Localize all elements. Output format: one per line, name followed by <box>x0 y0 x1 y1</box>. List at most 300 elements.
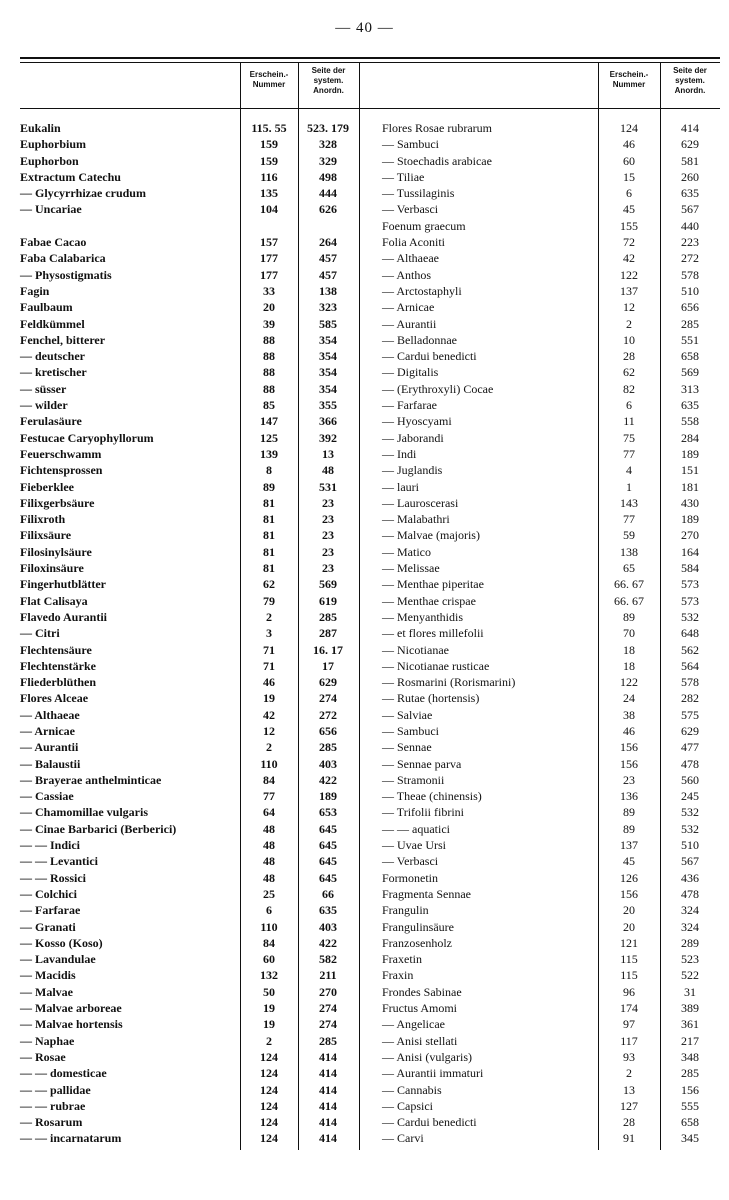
entry-number: 81 <box>263 528 275 543</box>
entry-number: 19 <box>263 1017 275 1032</box>
entry-name: Euphorbium <box>20 137 87 152</box>
entry-page: 366 <box>319 414 337 429</box>
entry-number: 50 <box>263 984 275 999</box>
entry-name: — Malvae (majoris) <box>382 528 480 543</box>
entry-number: 122 <box>620 675 638 690</box>
entry-page: 17 <box>322 658 334 673</box>
entry-page: 575 <box>681 707 699 722</box>
entry-number: 6 <box>266 903 272 918</box>
entry-name: — Althaeae <box>382 251 439 266</box>
entry-page: 260 <box>681 169 699 184</box>
entry-name: — Nicotianae <box>382 642 449 657</box>
entry-name: — Indi <box>382 446 417 461</box>
entry-number: 82 <box>623 381 635 396</box>
entry-page: 324 <box>681 919 699 934</box>
entry-page: 558 <box>681 414 699 429</box>
entry-name: Euphorbon <box>20 153 79 168</box>
entry-number: 117 <box>620 1033 638 1048</box>
entry-name: — Lauroscerasi <box>382 495 459 510</box>
entry-number: 124 <box>260 1082 278 1097</box>
entry-name: — Uvae Ursi <box>382 838 446 853</box>
entry-name: — Granati <box>20 919 76 934</box>
entry-number: 6 <box>626 398 632 413</box>
entry-name: — Rosarum <box>20 1115 83 1130</box>
entry-name: — (Erythroxyli) Cocae <box>382 381 494 396</box>
entry-name: — Cardui benedicti <box>382 1115 477 1130</box>
entry-number: 115 <box>620 952 638 967</box>
entry-page: 436 <box>681 870 699 885</box>
entry-page: 532 <box>681 609 699 624</box>
entry-page: 645 <box>319 870 337 885</box>
entry-page: 523. 179 <box>307 121 349 135</box>
entry-name: — Carvi <box>382 1131 424 1146</box>
entry-name: — Sennae parva <box>382 756 462 771</box>
entry-number: 46 <box>263 675 275 690</box>
entry-name: Filixsäure <box>20 528 72 543</box>
entry-number: 62 <box>623 365 635 380</box>
entry-page: 324 <box>681 903 699 918</box>
entry-name: Filoxinsäure <box>20 561 84 576</box>
entry-page: 414 <box>319 1115 337 1130</box>
entry-name: — Farfarae <box>20 903 81 918</box>
entry-number: 177 <box>260 251 278 266</box>
entry-name: — Rosmarini (Rorismarini) <box>382 675 516 690</box>
entry-number: 116 <box>260 169 278 184</box>
entry-number: 89 <box>623 609 635 624</box>
entry-name: Foenum graecum <box>382 218 466 233</box>
entry-page: 414 <box>319 1098 337 1113</box>
entry-page: 23 <box>322 512 334 527</box>
right-numbers-column <box>598 120 660 1147</box>
entry-page: 354 <box>319 349 337 364</box>
entry-number: 2 <box>266 740 272 755</box>
entry-number: 18 <box>623 642 635 657</box>
entry-number: 85 <box>263 398 275 413</box>
entry-page: 354 <box>319 381 337 396</box>
entry-name: — Aurantii <box>382 316 437 331</box>
entry-name: Franzosenholz <box>382 935 452 950</box>
entry-page: 573 <box>681 593 699 608</box>
entry-page: 522 <box>681 968 699 983</box>
entry-name: Eukalin <box>20 121 61 135</box>
entry-number: 143 <box>620 495 638 510</box>
entry-name: Fructus Amomi <box>382 1001 458 1016</box>
entry-name: Feldkümmel <box>20 316 85 331</box>
entry-name: — Digitalis <box>382 365 439 380</box>
entry-number: 28 <box>623 349 635 364</box>
entry-number: 84 <box>263 772 275 787</box>
entry-name: Fraxetin <box>382 952 422 967</box>
entry-number: 104 <box>260 202 278 217</box>
entry-number: 45 <box>623 854 635 869</box>
entry-page: 414 <box>319 1082 337 1097</box>
entry-page: 457 <box>319 267 337 282</box>
entry-name: — Sambuci <box>382 723 439 738</box>
entry-name: Fieberklee <box>20 479 74 494</box>
entry-number: 84 <box>263 935 275 950</box>
entry-name: — Anisi (vulgaris) <box>382 1049 472 1064</box>
entry-number: 81 <box>263 544 275 559</box>
right-pages-column <box>660 120 720 1147</box>
entry-page: 285 <box>319 1033 337 1048</box>
entry-page: 457 <box>319 251 337 266</box>
entry-page: 569 <box>681 365 699 380</box>
entry-name: — Rosae <box>20 1049 66 1064</box>
entry-number: 139 <box>260 446 278 461</box>
entry-number: 12 <box>263 723 275 738</box>
entry-name: — Rutae (hortensis) <box>382 691 480 706</box>
entry-name: Fraxin <box>382 968 414 983</box>
entry-name: — kretischer <box>20 365 87 380</box>
entry-page: 403 <box>319 919 337 934</box>
entry-name: Feuerschwamm <box>20 446 102 461</box>
entry-page: 645 <box>319 838 337 853</box>
entry-page: 656 <box>681 300 699 315</box>
entry-page: 348 <box>681 1049 699 1064</box>
entry-number: 136 <box>620 789 638 804</box>
header-rule <box>20 108 720 109</box>
entry-page: 584 <box>681 561 699 576</box>
column-divider <box>359 63 360 1150</box>
entry-number: 77 <box>623 512 635 527</box>
entry-name: Folia Aconiti <box>382 235 445 250</box>
entry-number: 23 <box>623 772 635 787</box>
entry-page: 323 <box>319 300 337 315</box>
entry-number: 42 <box>623 251 635 266</box>
entry-number: 159 <box>260 153 278 168</box>
entry-page: 138 <box>319 283 337 298</box>
entry-number: 88 <box>263 365 275 380</box>
entry-number: 137 <box>620 838 638 853</box>
entry-name: — Arctostaphyli <box>382 283 462 298</box>
left-names-column <box>20 120 240 1147</box>
entry-page: 31 <box>684 984 696 999</box>
entry-name: — Jaborandi <box>382 430 444 445</box>
entry-name: Fichtensprossen <box>20 463 103 478</box>
entry-name: — Naphae <box>20 1033 75 1048</box>
entry-name: — Anthos <box>382 267 432 282</box>
entry-name: — Menyanthidis <box>382 609 463 624</box>
entry-name: — Theae (chinensis) <box>382 789 482 804</box>
entry-number: 177 <box>260 267 278 282</box>
entry-name: — Juglandis <box>382 463 443 478</box>
entry-name: Fragmenta Sennae <box>382 886 471 901</box>
entry-number: 39 <box>263 316 275 331</box>
entry-page: 581 <box>681 153 699 168</box>
entry-name: Extractum Catechu <box>20 169 121 184</box>
entry-page: 270 <box>681 528 699 543</box>
entry-page: 478 <box>681 756 699 771</box>
entry-name: Faba Calabarica <box>20 251 106 266</box>
entry-page: 48 <box>322 463 334 478</box>
entry-number: 60 <box>623 153 635 168</box>
entry-page: 567 <box>681 202 699 217</box>
entry-name: Fabae Cacao <box>20 235 87 250</box>
entry-page: 629 <box>319 675 337 690</box>
entry-number: 38 <box>623 707 635 722</box>
entry-name: — — Indici <box>20 838 81 853</box>
entry-name: Ferulasäure <box>20 414 82 429</box>
entry-number: 124 <box>260 1098 278 1113</box>
entry-number: 62 <box>263 577 275 592</box>
entry-number: 132 <box>260 968 278 983</box>
entry-number: 46 <box>623 723 635 738</box>
entry-name: — — incarnatarum <box>20 1131 122 1146</box>
entry-name: Fenchel, bitterer <box>20 332 106 347</box>
entry-number: 46 <box>623 137 635 152</box>
entry-number: 6 <box>626 186 632 201</box>
entry-number: 124 <box>260 1049 278 1064</box>
entry-number: 156 <box>620 740 638 755</box>
entry-name: — Arnicae <box>20 723 75 738</box>
entry-number: 66. 67 <box>614 577 644 592</box>
entry-page: 223 <box>681 235 699 250</box>
entry-page: 578 <box>681 267 699 282</box>
page-number: — 40 — <box>335 20 394 36</box>
entry-page: 422 <box>319 772 337 787</box>
entry-name: — lauri <box>382 479 419 494</box>
entry-number: 88 <box>263 349 275 364</box>
entry-number: 115. 55 <box>251 121 287 135</box>
entry-name: Frangulin <box>382 903 429 918</box>
entry-page: 477 <box>681 740 699 755</box>
entry-number: 122 <box>620 267 638 282</box>
entry-number: 81 <box>263 512 275 527</box>
entry-name: — Brayerae anthelminticae <box>20 772 162 787</box>
entry-name: — Arnicae <box>382 300 435 315</box>
entry-number: 96 <box>623 984 635 999</box>
entry-name: Filixgerbsäure <box>20 495 95 510</box>
entry-name: Filosinylsäure <box>20 544 92 559</box>
entry-page <box>298 218 358 234</box>
entry-name: — Glycyrrhizae crudum <box>20 186 146 201</box>
entry-name: — Malvae <box>20 984 73 999</box>
entry-name: — Melissae <box>382 561 440 576</box>
top-rule-thin <box>20 62 720 63</box>
entry-number: 45 <box>623 202 635 217</box>
entry-number: 1 <box>626 479 632 494</box>
entry-number: 66. 67 <box>614 593 644 608</box>
entry-name: — — Levantici <box>20 854 98 869</box>
entry-name: Frangulinsäure <box>382 919 454 934</box>
entry-number: 89 <box>623 805 635 820</box>
entry-number: 75 <box>623 430 635 445</box>
left-numbers-column <box>240 120 298 1147</box>
entry-page: 569 <box>319 577 337 592</box>
entry-page: 635 <box>681 186 699 201</box>
entry-number: 110 <box>260 756 278 771</box>
entry-page: 414 <box>319 1049 337 1064</box>
entry-number: 155 <box>620 218 638 233</box>
entry-page: 274 <box>319 1001 337 1016</box>
entry-number: 48 <box>263 870 275 885</box>
entry-page: 656 <box>319 723 337 738</box>
entry-number: 2 <box>626 316 632 331</box>
entry-page: 567 <box>681 854 699 869</box>
entry-page: 270 <box>319 984 337 999</box>
entry-page: 264 <box>319 235 337 250</box>
entry-number: 72 <box>623 235 635 250</box>
entry-name: — — Rossici <box>20 870 86 885</box>
entry-name: — Belladonnae <box>382 332 457 347</box>
entry-page: 313 <box>681 381 699 396</box>
entry-page: 274 <box>319 691 337 706</box>
entry-name: — Sennae <box>382 740 432 755</box>
entry-number: 64 <box>263 805 275 820</box>
entry-number: 8 <box>266 463 272 478</box>
entry-number: 20 <box>623 903 635 918</box>
entry-number: 147 <box>260 414 278 429</box>
entry-name: Formonetin <box>382 870 438 885</box>
entry-name: Flechtensäure <box>20 642 92 657</box>
entry-page: 414 <box>319 1066 337 1081</box>
entry-name: — Farfarae <box>382 398 437 413</box>
entry-number: 4 <box>626 463 632 478</box>
entry-number: 135 <box>260 186 278 201</box>
entry-page: 245 <box>681 789 699 804</box>
entry-page: 151 <box>681 463 699 478</box>
entry-page: 422 <box>319 935 337 950</box>
entry-page: 189 <box>681 446 699 461</box>
entry-name: — Cinae Barbarici (Berberici) <box>20 821 177 836</box>
entry-page: 156 <box>681 1082 699 1097</box>
entry-page: 354 <box>319 332 337 347</box>
entry-name: Flechtenstärke <box>20 658 96 673</box>
entry-name: — Anisi stellati <box>382 1033 458 1048</box>
entry-name: — Nicotianae rusticae <box>382 658 490 673</box>
entry-page: 282 <box>681 691 699 706</box>
entry-number: 3 <box>266 626 272 641</box>
entry-name: — Citri <box>20 626 60 641</box>
left-pages-column <box>298 120 358 1147</box>
entry-page: 658 <box>681 1115 699 1130</box>
entry-page: 211 <box>319 968 337 983</box>
entry-name: — Stramonii <box>382 772 445 787</box>
entry-number <box>240 218 298 234</box>
entry-name: — — aquatici <box>382 821 450 836</box>
entry-name: Faulbaum <box>20 300 73 315</box>
entry-name: — Althaeae <box>20 707 80 722</box>
entry-number: 20 <box>263 300 275 315</box>
entry-number: 81 <box>263 495 275 510</box>
entry-name: — deutscher <box>20 349 85 364</box>
entry-number: 93 <box>623 1049 635 1064</box>
entry-number: 19 <box>263 691 275 706</box>
entry-name: Fagin <box>20 283 50 298</box>
entry-page: 13 <box>322 446 334 461</box>
entry-name: — — rubrae <box>20 1098 86 1113</box>
entry-number: 77 <box>623 446 635 461</box>
entry-name: — Lavandulae <box>20 952 96 967</box>
entry-page: 285 <box>681 1066 699 1081</box>
entry-page: 531 <box>319 479 337 494</box>
entry-page: 510 <box>681 283 699 298</box>
entry-name: — — domesticae <box>20 1066 107 1081</box>
entry-number: 48 <box>263 821 275 836</box>
entry-number: 2 <box>266 609 272 624</box>
entry-name: Filixroth <box>20 512 66 527</box>
entry-page: 635 <box>319 903 337 918</box>
entry-name: — Macidis <box>20 968 76 983</box>
entry-number: 138 <box>620 544 638 559</box>
entry-number: 124 <box>260 1131 278 1146</box>
entry-name: Fingerhutblätter <box>20 577 106 592</box>
entry-page: 389 <box>681 1001 699 1016</box>
header-left-page: Seite der system. Anordn. <box>311 66 346 95</box>
entry-name: — et flores millefolii <box>382 626 484 641</box>
entry-page: 658 <box>681 349 699 364</box>
entry-name: — Kosso (Koso) <box>20 935 103 950</box>
entry-number: 42 <box>263 707 275 722</box>
entry-name: — Chamomillae vulgaris <box>20 805 148 820</box>
entry-page: 619 <box>319 593 337 608</box>
entry-page: 272 <box>319 707 337 722</box>
entry-name: — Trifolii fibrini <box>382 805 465 820</box>
entry-page: 478 <box>681 886 699 901</box>
entry-number: 159 <box>260 137 278 152</box>
entry-name: Festucae Caryophyllorum <box>20 430 154 445</box>
entry-page: 645 <box>319 821 337 836</box>
entry-name: — Verbasci <box>382 202 439 217</box>
entry-page: 578 <box>681 675 699 690</box>
entry-number: 174 <box>620 1001 638 1016</box>
entry-name: — Sambuci <box>382 137 439 152</box>
entry-number: 71 <box>263 658 275 673</box>
entry-number: 33 <box>263 283 275 298</box>
entry-page: 355 <box>319 398 337 413</box>
entry-page: 653 <box>319 805 337 820</box>
entry-page: 287 <box>319 626 337 641</box>
entry-page: 585 <box>319 316 337 331</box>
entry-name: — — pallidae <box>20 1082 91 1097</box>
entry-page: 361 <box>681 1017 699 1032</box>
entry-name: — Malvae arboreae <box>20 1001 122 1016</box>
entry-page: 392 <box>319 430 337 445</box>
entry-name: — Cardui benedicti <box>382 349 477 364</box>
entry-name: Flavedo Aurantii <box>20 609 108 624</box>
entry-page: 510 <box>681 838 699 853</box>
entry-page: 354 <box>319 365 337 380</box>
entry-number: 124 <box>620 121 638 135</box>
entry-page: 274 <box>319 1017 337 1032</box>
entry-name: — Hyoscyami <box>382 414 452 429</box>
entry-page: 217 <box>681 1033 699 1048</box>
entry-page: 414 <box>681 121 699 135</box>
entry-page: 23 <box>322 528 334 543</box>
entry-number: 60 <box>263 952 275 967</box>
header-right-number: Erschein.- Nummer <box>609 70 649 89</box>
entry-page: 414 <box>319 1131 337 1146</box>
entry-page: 328 <box>319 137 337 152</box>
entry-number: 115 <box>620 968 638 983</box>
entry-number: 88 <box>263 381 275 396</box>
entry-number: 11 <box>623 414 635 429</box>
entry-page: 629 <box>681 723 699 738</box>
entry-name: — Angelicae <box>382 1017 445 1032</box>
entry-page: 523 <box>681 952 699 967</box>
entry-name: — wilder <box>20 398 68 413</box>
entry-number: 77 <box>263 789 275 804</box>
entry-page: 532 <box>681 805 699 820</box>
entry-page: 23 <box>322 544 334 559</box>
entry-page: 23 <box>322 495 334 510</box>
entry-name: — Cassiae <box>20 789 74 804</box>
entry-number: 81 <box>263 561 275 576</box>
entry-name: — Menthae piperitae <box>382 577 484 592</box>
entry-name: Frondes Sabinae <box>382 984 462 999</box>
entry-name <box>20 218 240 234</box>
entry-name: — Malvae hortensis <box>20 1017 123 1032</box>
